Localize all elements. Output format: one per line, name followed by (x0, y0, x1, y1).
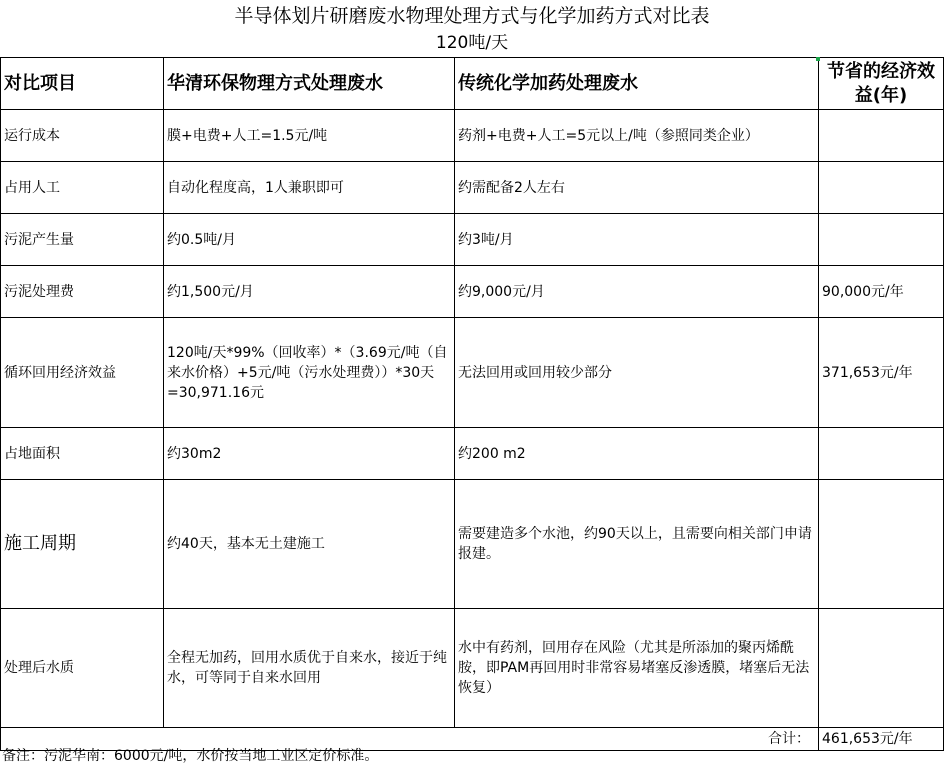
header-item: 对比项目 (1, 58, 164, 110)
row-physical: 自动化程度高，1人兼职即可 (164, 162, 455, 214)
table-row (1, 162, 944, 214)
row-saving: 90,000元/年 (819, 266, 944, 318)
row-physical: 约1,500元/月 (164, 266, 455, 318)
row-chemical: 约需配备2人左右 (455, 162, 819, 214)
row-item: 处理后水质 (1, 609, 164, 728)
total-value: 461,653元/年 (819, 728, 944, 751)
row-physical: 膜+电费+人工=1.5元/吨 (164, 110, 455, 162)
footnote: 备注：污泥华南：6000元/吨，水价按当地工业区定价标准。 (2, 748, 379, 764)
row-saving (819, 428, 944, 480)
row-saving (819, 214, 944, 266)
row-item: 占用人工 (1, 162, 164, 214)
table-row (1, 480, 944, 609)
row-chemical: 无法回用或回用较少部分 (455, 318, 819, 428)
row-saving (819, 609, 944, 728)
row-item: 运行成本 (1, 110, 164, 162)
row-physical: 约30m2 (164, 428, 455, 480)
total-label: 合计： (1, 728, 819, 751)
table-row (1, 428, 944, 480)
row-saving (819, 480, 944, 609)
header-physical: 华清环保物理方式处理废水 (164, 58, 455, 110)
row-physical: 120吨/天*99%（回收率）*（3.69元/吨（自来水价格）+5元/吨（污水处理费））*30天=30,971.16元 (164, 318, 455, 428)
table-row (1, 609, 944, 728)
row-chemical: 约200 m2 (455, 428, 819, 480)
row-physical: 全程无加药，回用水质优于自来水，接近于纯水，可等同于自来水回用 (164, 609, 455, 728)
row-saving: 371,653元/年 (819, 318, 944, 428)
header-row (1, 58, 944, 110)
comparison-table (0, 57, 944, 751)
row-physical: 约40天，基本无土建施工 (164, 480, 455, 609)
row-saving (819, 110, 944, 162)
cell-comment-marker (816, 57, 820, 61)
table-row (1, 110, 944, 162)
row-saving (819, 162, 944, 214)
table-title: 半导体划片研磨废水物理处理方式与化学加药方式对比表 (234, 5, 710, 27)
row-item: 占地面积 (1, 428, 164, 480)
row-chemical: 需要建造多个水池，约90天以上，且需要向相关部门申请报建。 (455, 480, 819, 609)
row-physical: 约0.5吨/月 (164, 214, 455, 266)
table-row (1, 214, 944, 266)
table-row (1, 318, 944, 428)
header-saving: 节省的经济效益(年) (819, 58, 944, 110)
table-subtitle: 120吨/天 (435, 33, 509, 53)
row-item: 污泥产生量 (1, 214, 164, 266)
table-row (1, 266, 944, 318)
row-chemical: 约9,000元/月 (455, 266, 819, 318)
row-chemical: 水中有药剂，回用存在风险（尤其是所添加的聚丙烯酰胺，即PAM再回用时非常容易堵塞反渗透膜，堵塞后无法恢复） (455, 609, 819, 728)
row-chemical: 药剂+电费+人工=5元以上/吨（参照同类企业） (455, 110, 819, 162)
row-item: 循环回用经济效益 (1, 318, 164, 428)
row-item: 污泥处理费 (1, 266, 164, 318)
row-item: 施工周期 (1, 480, 164, 609)
header-chemical: 传统化学加药处理废水 (455, 58, 819, 110)
row-chemical: 约3吨/月 (455, 214, 819, 266)
